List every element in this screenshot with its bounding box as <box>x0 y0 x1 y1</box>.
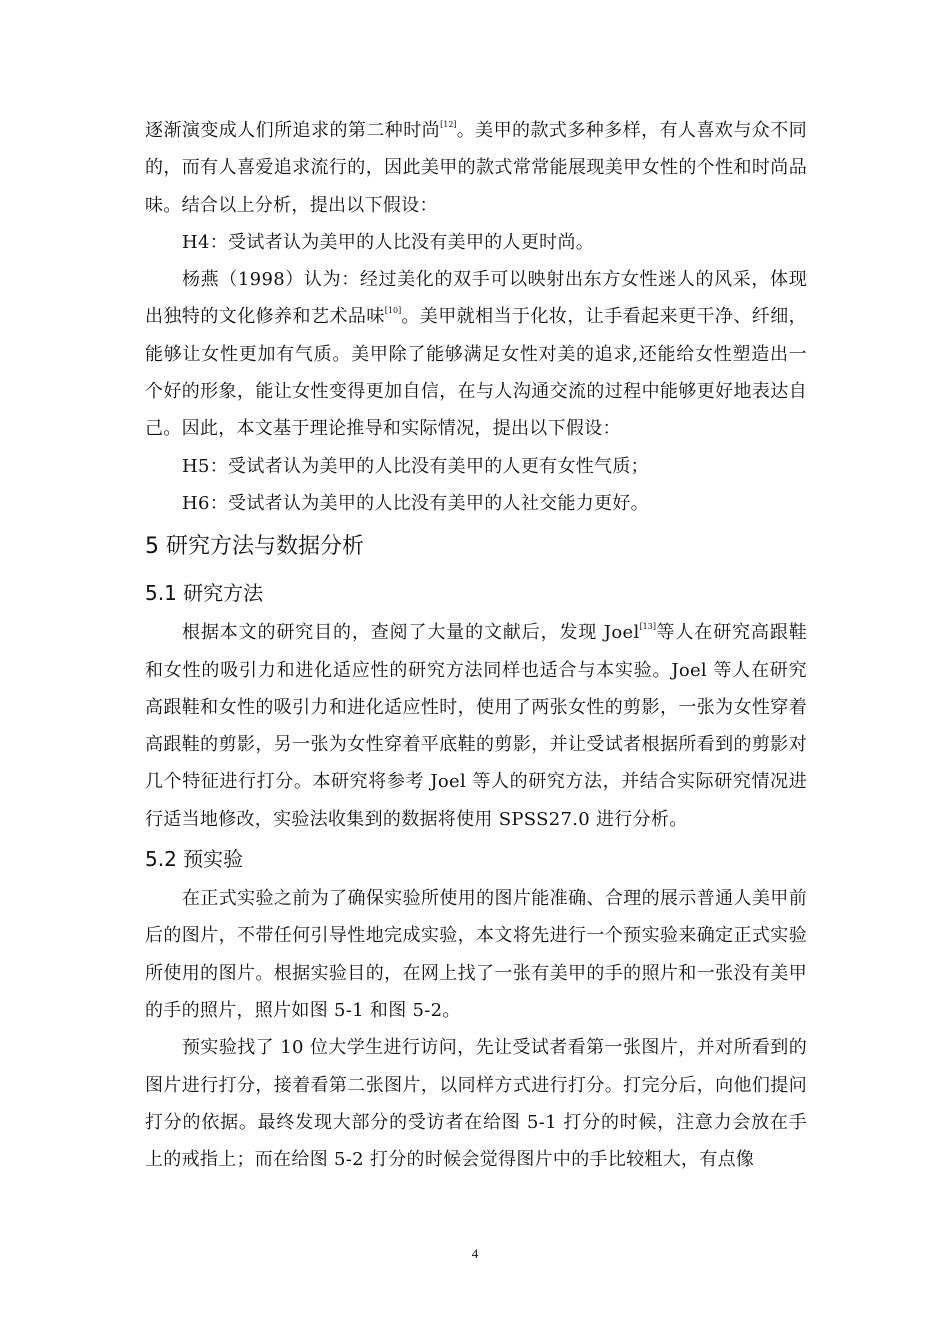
citation-10: [10] <box>384 306 402 316</box>
text-run: 逐渐演变成人们所追求的第二种时尚 <box>145 120 441 141</box>
text-run: 等人在研究高跟鞋和女性的吸引力和进化适应性的研究方法同样也适合与本实验。Joel 等人在研究高跟鞋和女性的吸引力和进化适应性时，使用了两张女性的剪影，一张为女性穿着高跟鞋的剪影，另一张为女性穿着平底鞋的剪影，并让受试者根据所看到的剪影对几个特征进行打分。本研究将参考 Joel 等人的研究方法，并结合实际研究情况进行适当地修改，实验法收集到的数据将使用 SPSS27.0 进行分析。 <box>145 622 808 830</box>
section-heading-5: 5 研究方法与数据分析 <box>145 534 364 560</box>
hypothesis-h4: H4：受试者认为美甲的人比没有美甲的人更时尚。 <box>182 231 595 253</box>
text-run: 。美甲的款式多种多样，有人喜欢与众不同的，而有人喜爱追求流行的，因此美甲的款式常常能展现美甲女性的个性和时尚品味。结合以上分析，提出以下假设： <box>145 120 807 216</box>
section-heading-5-1: 5.1 研究方法 <box>145 581 264 606</box>
text-run: 杨燕（1998）认为：经过美化的双手可以映射出东方女性迷人的风采，体现出独特的文化修养和艺术品味 <box>145 269 807 328</box>
section-heading-5-2: 5.2 预实验 <box>145 847 244 872</box>
text-run: 根据本文的研究目的，查阅了大量的文献后，发现 Joel <box>182 622 640 644</box>
page-content <box>145 112 807 1178</box>
citation-12: [12] <box>440 120 457 129</box>
citation-13: [13] <box>639 622 656 632</box>
paragraph-yang-yan <box>145 261 807 447</box>
paragraph-fashion-conclusion <box>145 112 807 224</box>
paragraph-research-method <box>145 614 807 838</box>
page-number: 4 <box>471 1246 479 1261</box>
paragraph-pre-experiment-intro: 在正式实验之前为了确保实验所使用的图片能准确、合理的展示普通人美甲前后的图片，不带任何引导性地完成实验，本文将先进行一个预实验来确定正式实验所使用的图片。根据实验目的，在网上找了一张有美甲的手的照片和一张没有美甲的手的照片，照片如图 5-1 和图 5-2。 <box>145 888 807 1021</box>
paragraph-pre-experiment-process: 预实验找了 10 位大学生进行访问，先让受试者看第一张图片，并对所看到的图片进行打分，接着看第二张图片，以同样方式进行打分。打完分后，向他们提问打分的依据。最终发现大部分的受访者在给图 5-1 打分的时候，注意力会放在手上的戒指上；而在给图 5-2 打分的时候会觉得图片中的手比较粗大，有点像 <box>145 1037 807 1171</box>
hypothesis-h6: H6：受试者认为美甲的人比没有美甲的人社交能力更好。 <box>182 492 649 514</box>
hypothesis-h5: H5：受试者认为美甲的人比没有美甲的人更有女性气质； <box>182 455 649 477</box>
text-run: 。美甲就相当于化妆，让手看起来更干净、纤细，能够让女性更加有气质。美甲除了能够满足女性对美的追求,还能给女性塑造出一个好的形象，能让女性变得更加自信，在与人沟通交流的过程中能够更好地表达自己。因此，本文基于理论推导和实际情况，提出以下假设： <box>145 306 807 440</box>
